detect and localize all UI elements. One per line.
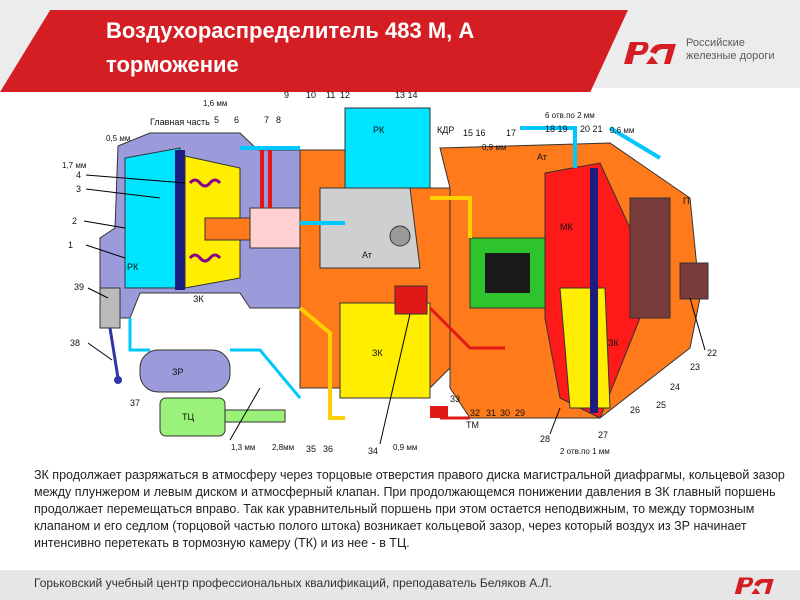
- title-line-1: Воздухораспределитель 483 М, А: [106, 18, 475, 43]
- zk-chamber-center: [340, 303, 430, 398]
- label-main-part: Главная часть: [150, 117, 210, 127]
- label-d13: 1,3 мм: [231, 443, 256, 452]
- label-n37: 37: [130, 398, 141, 408]
- label-d6otv: 6 отв.по 2 мм: [545, 111, 595, 120]
- label-n17: 17: [506, 128, 517, 138]
- equalizing-piston: [630, 198, 670, 318]
- label-rk-top: РК: [373, 125, 385, 135]
- label-p: П: [683, 196, 690, 206]
- magistral-diaphragm: [590, 168, 598, 413]
- tc-rod: [225, 410, 285, 422]
- label-d16: 1,6 мм: [203, 99, 228, 108]
- footer: [0, 570, 800, 600]
- label-n1819: 18 19: [545, 124, 568, 134]
- label-zk-left: ЗК: [193, 294, 204, 304]
- label-d2otv: 2 отв.по 1 мм: [560, 447, 610, 456]
- label-n23: 23: [690, 362, 701, 372]
- label-n1: 1: [68, 240, 74, 250]
- right-cap: [680, 263, 708, 299]
- footer-rzd-logo-icon: [730, 573, 780, 597]
- logo-line-2: железные дороги: [686, 50, 775, 62]
- red-filter: [395, 286, 427, 314]
- label-d09-bottom: 0,9 мм: [393, 443, 418, 452]
- rzd-logo: [620, 36, 790, 68]
- label-n8: 8: [276, 115, 282, 125]
- label-n39: 39: [74, 282, 85, 292]
- rzd-logo-icon: [620, 36, 682, 68]
- label-n26: 26: [630, 405, 641, 415]
- label-rk-left: РК: [127, 262, 139, 272]
- logo-line-1: Российские: [686, 37, 745, 49]
- label-at-right: Ат: [537, 152, 547, 162]
- label-n9: 9: [284, 90, 290, 100]
- tm-valve: [430, 406, 448, 418]
- label-n5: 5: [214, 115, 220, 125]
- label-n3: 3: [76, 184, 82, 194]
- label-n29: 29: [515, 408, 526, 418]
- label-d06: 0,6 мм: [610, 126, 635, 135]
- label-n4: 4: [76, 170, 82, 180]
- label-n38: 38: [70, 338, 81, 348]
- label-tc: ТЦ: [182, 412, 195, 422]
- valve-core: [485, 253, 530, 293]
- label-n2021: 20 21: [580, 124, 603, 134]
- label-n10: 10: [306, 90, 317, 100]
- label-n33: 33: [450, 394, 461, 404]
- label-n32: 32: [470, 408, 481, 418]
- label-n35: 35: [306, 444, 317, 454]
- label-n27: 27: [598, 430, 609, 440]
- page-title: [106, 14, 586, 82]
- description-text: ЗК продолжает разряжаться в атмосферу через торцовые отверстия правого диска магистральной диафрагмы, кольцевой зазор между плунжером и левым диском и атмосферный клапан. При продолжающемся понижении давления в ЗК главный поршень продолжает перемещаться вправо. Так как уравнительный поршень при этом остается неподвижным, то между тормозным клапаном и его седлом (торцовой частью полого штока) возникает кольцевой зазор, через который воздух из ЗР начинает интенсивно перетекать в тормозную камеру (ТК) и из нее - в ТЦ.: [34, 468, 785, 550]
- air-distributor-schematic: [0, 88, 800, 460]
- label-zk-right: ЗК: [608, 338, 619, 348]
- label-n28: 28: [540, 434, 551, 444]
- atmosphere-valve: [390, 226, 410, 246]
- label-kdr: КДР: [437, 125, 455, 135]
- label-n12: 12: [340, 90, 351, 100]
- label-n36: 36: [323, 444, 334, 454]
- label-n30: 30: [500, 408, 511, 418]
- zr-reservoir: [140, 350, 230, 392]
- label-n1314: 13 14: [395, 90, 418, 100]
- label-n31: 31: [486, 408, 497, 418]
- label-n6: 6: [234, 115, 240, 125]
- label-n7: 7: [264, 115, 270, 125]
- label-n22: 22: [707, 348, 718, 358]
- title-line-2: торможение: [106, 52, 239, 77]
- label-d09-top: 0,9 мм: [482, 143, 507, 152]
- footer-text: Горьковский учебный центр профессиональных квалификаций, преподаватель Беляков А.Л.: [34, 576, 552, 590]
- rk-chamber-top: [345, 108, 430, 188]
- label-d17: 1,7 мм: [62, 161, 87, 170]
- label-n1516: 15 16: [463, 128, 486, 138]
- label-n11: 11: [326, 90, 336, 100]
- release-handle: [100, 288, 122, 384]
- label-d05: 0,5 мм: [106, 134, 131, 143]
- label-zk-center: ЗК: [372, 348, 383, 358]
- label-n34: 34: [368, 446, 379, 456]
- label-mk: МК: [560, 222, 573, 232]
- label-tm: ТМ: [466, 420, 479, 430]
- label-n25: 25: [656, 400, 667, 410]
- label-n24: 24: [670, 382, 681, 392]
- label-d28: 2,8мм: [272, 443, 295, 452]
- label-n2: 2: [72, 216, 78, 226]
- label-zr: ЗР: [172, 367, 184, 377]
- label-at-center: Ат: [362, 250, 372, 260]
- main-diaphragm: [175, 150, 185, 290]
